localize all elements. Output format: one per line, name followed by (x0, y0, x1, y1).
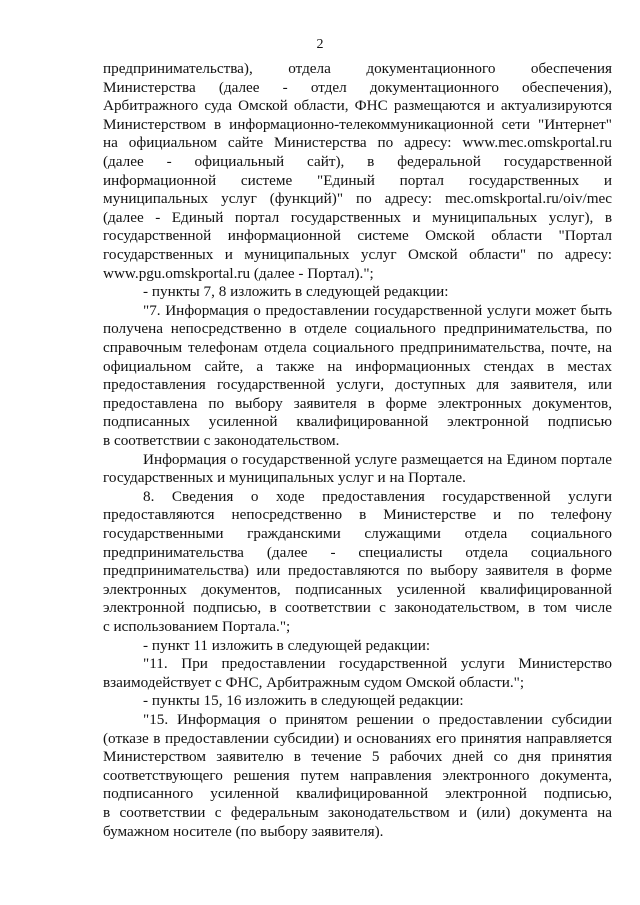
text-line: (отказе в предоставлении субсидии) и основаниях его принятия направляется (103, 729, 612, 747)
text-line: (далее - Единый портал государственных и муниципальных услуг), в (103, 208, 612, 226)
text-line: Информация о государственной услуге размещается на Едином портале (143, 450, 612, 468)
text-line: государственными гражданскими служащими отдела социального (103, 525, 612, 542)
text-line: www.pgu.omskportal.ru (далее - Портал)."; (103, 264, 374, 282)
text-line: муниципальных услуг (функций)" по адресу: mec.omskportal.ru/oiv/mec (103, 190, 612, 208)
text-line: подписанных усиленной квалифицированной электронной подписью (103, 413, 612, 431)
text-line: государственных и муниципальных услуг Омской области" по адресу: (103, 246, 612, 263)
text-line: электронной подписью, в соответствии с законодательством, в том числе (103, 599, 612, 617)
text-line: Министерства (далее - отдел документационного обеспечения), (103, 78, 612, 96)
text-line: электронных документов, подписанных усиленной квалифицированной (103, 580, 612, 598)
text-line: "7. Информация о предоставлении государственной услуги может быть (143, 301, 612, 319)
text-line: в соответствии с федеральным законодательством и (или) документа на (103, 804, 612, 821)
text-line: (далее - официальный сайт), в федеральной государственной (103, 153, 612, 170)
text-line: - пункты 15, 16 изложить в следующей редакции: (143, 692, 464, 710)
text-line: государственной информационной системе Омской области "Портал (103, 227, 612, 245)
text-line: - пункт 11 изложить в следующей редакции: (143, 636, 431, 654)
text-line: "15. Информация о принятом решении о предоставлении субсидии (143, 711, 612, 728)
text-line: предпринимательства (далее - специалисты отдела социального (103, 543, 612, 561)
text-line: информационной системе "Единый портал государственных и (103, 171, 612, 189)
text-line: "11. При предоставлении государственной услуги Министерство (143, 655, 612, 673)
text-line: предоставления государственной услуги, доступных для заявителя, или (103, 376, 612, 394)
text-line: официальном сайте, а также на информационных стендах в местах (103, 357, 612, 375)
text-line: 8. Сведения о ходе предоставления государственной услуги (143, 487, 612, 505)
text-line: бумажном носителе (по выбору заявителя). (103, 822, 384, 840)
text-line: получена непосредственно в отделе социального предпринимательства, по (103, 320, 612, 338)
text-line: - пункты 7, 8 изложить в следующей редакции: (143, 283, 449, 301)
text-line: предпринимательства) или предоставляются по выбору заявителя в форме (103, 562, 612, 580)
text-line: Арбитражного суда Омской области, ФНС размещаются и актуализируются (103, 97, 612, 115)
text-line: взаимодействует с ФНС, Арбитражным судом Омской области."; (103, 673, 525, 691)
text-line: на официальном сайте Министерства по адресу: www.mec.omskportal.ru (103, 134, 612, 152)
text-line: предоставляются непосредственно в Министерстве и по телефону (103, 506, 612, 524)
text-line: государственных и муниципальных услуг и на Портале. (103, 469, 466, 487)
text-line: предоставлена по выбору заявителя в форме электронных документов, (103, 394, 612, 412)
text-line: соответствующего решения путем направления электронного документа, (103, 766, 612, 784)
text-line: подписанного усиленной квалифицированной электронной подписью, (103, 785, 612, 803)
page-number: 2 (316, 37, 324, 52)
text-line: в соответствии с законодательством. (103, 432, 340, 449)
text-line: с использованием Портала."; (103, 618, 291, 635)
text-line: Министерством в информационно-телекоммуникационной сети "Интернет" (103, 115, 612, 133)
text-line: Министерством заявителю в течение 5 рабочих дней со дня принятия (103, 748, 612, 766)
text-line: справочным телефонам отдела социального предпринимательства, почте, на (103, 339, 612, 356)
text-line: предпринимательства), отдела документационного обеспечения (103, 60, 612, 77)
